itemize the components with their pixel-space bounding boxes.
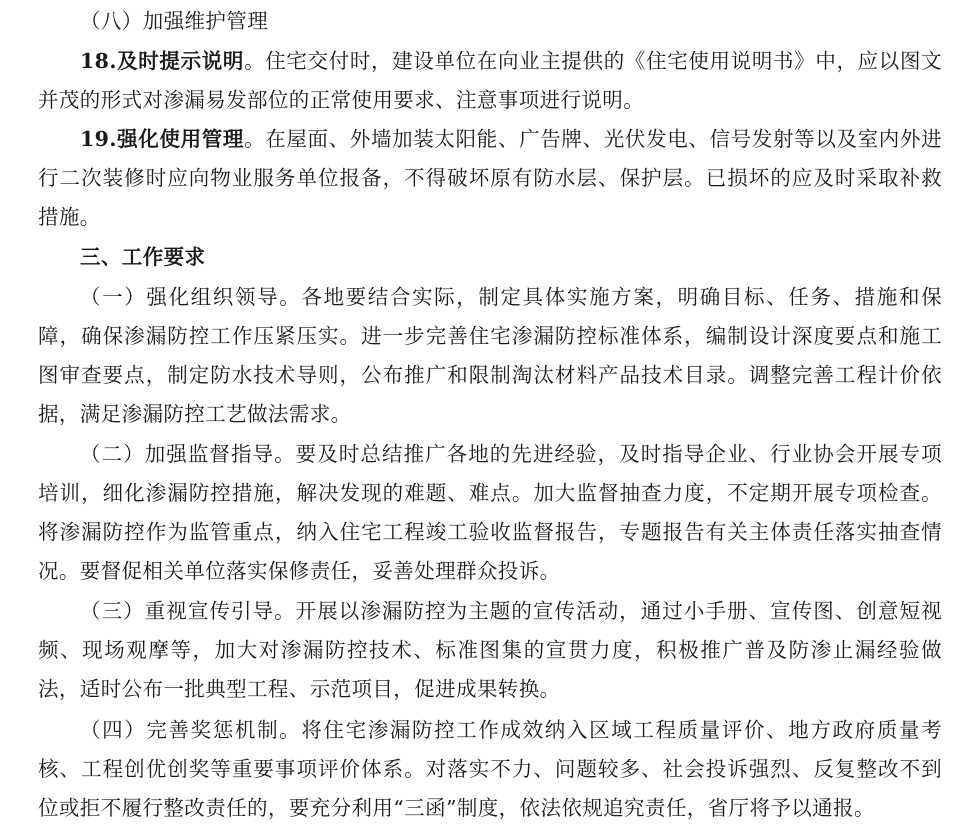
item-18-line-1: [80, 42, 942, 81]
para-3-line-1: （三）重视宣传引导。开展以渗漏防控为主题的宣传活动，通过小手册、宣传图、创意短视: [80, 599, 942, 623]
item-18-line-2: 并茂的形式对渗漏易发部位的正常使用要求、注意事项进行说明。: [38, 88, 645, 112]
sub-heading-8: （八）加强维护管理: [80, 9, 269, 33]
para-1-line-3: 图审查要点，制定防水技术导则，公布推广和限制淘汰材料产品技术目录。调整完善工程计价依: [38, 363, 942, 387]
para-4-line-2: 核、工程创优创奖等重要事项评价体系。对落实不力、问题较多、社会投诉强烈、反复整改不到: [38, 757, 942, 781]
para-1-line-2: 障，确保渗漏防控工作压紧压实。进一步完善住宅渗漏防控标准体系，编制设计深度要点和施工: [38, 324, 942, 348]
para-2-line-4: 况。要督促相关单位落实保修责任，妥善处理群众投诉。: [38, 559, 561, 583]
para-1-line-4: 据，满足渗漏防控工艺做法需求。: [38, 402, 352, 426]
para-3-line-3: 法，适时公布一批典型工程、示范项目，促进成果转换。: [38, 677, 561, 701]
item-19-line-3: 措施。: [38, 205, 101, 229]
para-1-line-1: （一）强化组织领导。各地要结合实际，制定具体实施方案，明确目标、任务、措施和保: [80, 285, 942, 309]
para-2-line-2: 培训，细化渗漏防控措施，解决发现的难题、难点。加大监督抽查力度，不定期开展专项检查。: [38, 481, 942, 505]
para-4-line-3: 位或拒不履行整改责任的，要充分利用“三函”制度，依法依规追究责任，省厅将予以通报。: [38, 796, 875, 820]
para-2-line-1: （二）加强监督指导。要及时总结推广各地的先进经验，及时指导企业、行业协会开展专项: [80, 442, 942, 466]
item-19-text: 。在屋面、外墙加装太阳能、广告牌、光伏发电、信号发射等以及室内外进: [244, 127, 943, 151]
item-18-lead: 18.及时提示说明: [80, 49, 245, 73]
section-3-heading: 三、工作要求: [80, 245, 206, 269]
para-2-line-3: 将渗漏防控作为监管重点，纳入住宅工程竣工验收监督报告，专题报告有关主体责任落实抽查情: [38, 520, 942, 544]
item-19-line-1: [80, 120, 942, 159]
para-4-line-1: （四）完善奖惩机制。将住宅渗漏防控工作成效纳入区域工程质量评价、地方政府质量考: [80, 718, 942, 742]
item-18-text: 。住宅交付时，建设单位在向业主提供的《住宅使用说明书》中，应以图文: [244, 49, 943, 73]
item-19-line-2: 行二次装修时应向物业服务单位报备，不得破坏原有防水层、保护层。已损坏的应及时采取补救: [38, 166, 942, 190]
para-3-line-2: 频、现场观摩等，加大对渗漏防控技术、标准图集的宣贯力度，积极推广普及防渗止漏经验做: [38, 638, 942, 662]
item-19-lead: 19.强化使用管理: [80, 127, 245, 151]
